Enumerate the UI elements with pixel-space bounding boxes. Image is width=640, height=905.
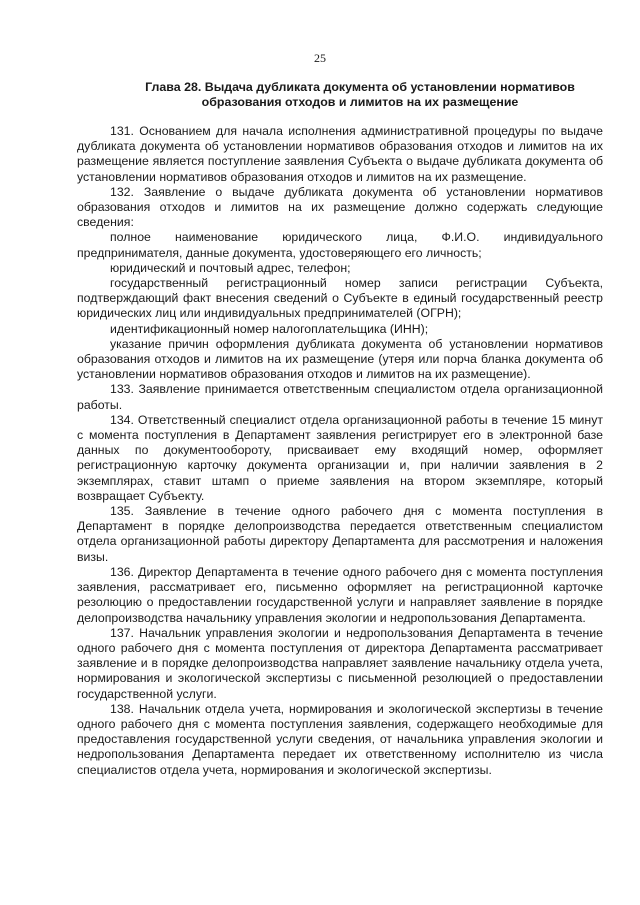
paragraph-132-item-ogrn: государственный регистрационный номер записи регистрации Субъекта, подтверждающий факт внесения сведений о Субъекте в единый государственный реестр юридических лиц или индивидуальных предпринимателей (ОГРН); bbox=[77, 276, 603, 321]
paragraph-132: 132. Заявление о выдаче дубликата документа об установлении нормативов образования отходов и лимитов на их размещение должно содержать следующие сведения: bbox=[77, 184, 603, 230]
chapter-title-line-2: образования отходов и лимитов на их размещение bbox=[201, 95, 519, 109]
paragraph-138: 138. Начальник отдела учета, нормирования и экологической экспертизы в течение одного рабочего дня с момента поступления заявления, содержащего необходимые для предоставления государственной услуги сведения, от начальника управления экологии и недропользования Департамента передает их ответственному исполнителю из числа специалистов отдела учета, нормирования и экологической экспертизы. bbox=[77, 701, 603, 777]
paragraph-137: 137. Начальник управления экологии и недропользования Департамента в течение одного рабочего дня с момента поступления от директора Департамента рассматривает заявление и в порядке делопроизводства направляет заявление начальнику отдела учета, нормирования и экологической экспертизы с письменной резолюцией о предоставлении государственной услуги. bbox=[77, 625, 603, 701]
paragraph-132-item-inn: идентификационный номер налогоплательщика (ИНН); bbox=[110, 321, 429, 336]
document-body bbox=[77, 124, 603, 778]
paragraph-131: 131. Основанием для начала исполнения административной процедуры по выдаче дубликата документа об установлении нормативов образования отходов и лимитов на их размещение является поступление заявления Субъекта о выдаче дубликата документа об установлении нормативов образования отходов и лимитов на их размещение. bbox=[77, 124, 603, 184]
paragraph-135: 135. Заявление в течение одного рабочего дня с момента поступления в Департамент в порядке делопроизводства передается ответственным специалистом отдела организационной работы директору Департамента для рассмотрения и наложения визы. bbox=[77, 504, 603, 564]
paragraph-132-item-address: юридический и почтовый адрес, телефон; bbox=[110, 260, 351, 275]
paragraph-134: 134. Ответственный специалист отдела организационной работы в течение 15 минут с момента поступления в Департамент заявления регистрирует его в электронной базе данных по документообороту, присваивает ему входящий номер, оформляет регистрационную карточку документа организации и, при наличии заявления в 2 экземплярах, ставит штамп о приеме заявления на втором экземпляре, который возвращает Субъекту. bbox=[77, 412, 603, 503]
chapter-title bbox=[120, 80, 600, 110]
paragraph-132-item-name: полное наименование юридического лица, Ф.И.О. индивидуального предпринимателя, данные документа, удостоверяющего его личность; bbox=[77, 230, 603, 260]
paragraph-136: 136. Директор Департамента в течение одного рабочего дня с момента поступления заявления, рассматривает его, письменно оформляет на регистрационной карточке резолюцию о предоставлении государственной услуги и направляет заявление в порядке делопроизводства начальнику управления экологии и недропользования Департамента. bbox=[77, 564, 603, 625]
paragraph-133: 133. Заявление принимается ответственным специалистом отдела организационной работы. bbox=[77, 382, 603, 412]
chapter-title-line-1: Глава 28. Выдача дубликата документа об установлении нормативов bbox=[145, 80, 575, 94]
paragraph-132-item-reasons: указание причин оформления дубликата документа об установлении нормативов образования отходов и лимитов на их размещение (утеря или порча бланка документа об установлении нормативов образования отходов и лимитов на их размещение). bbox=[77, 336, 603, 382]
page-number: 25 bbox=[314, 51, 326, 65]
